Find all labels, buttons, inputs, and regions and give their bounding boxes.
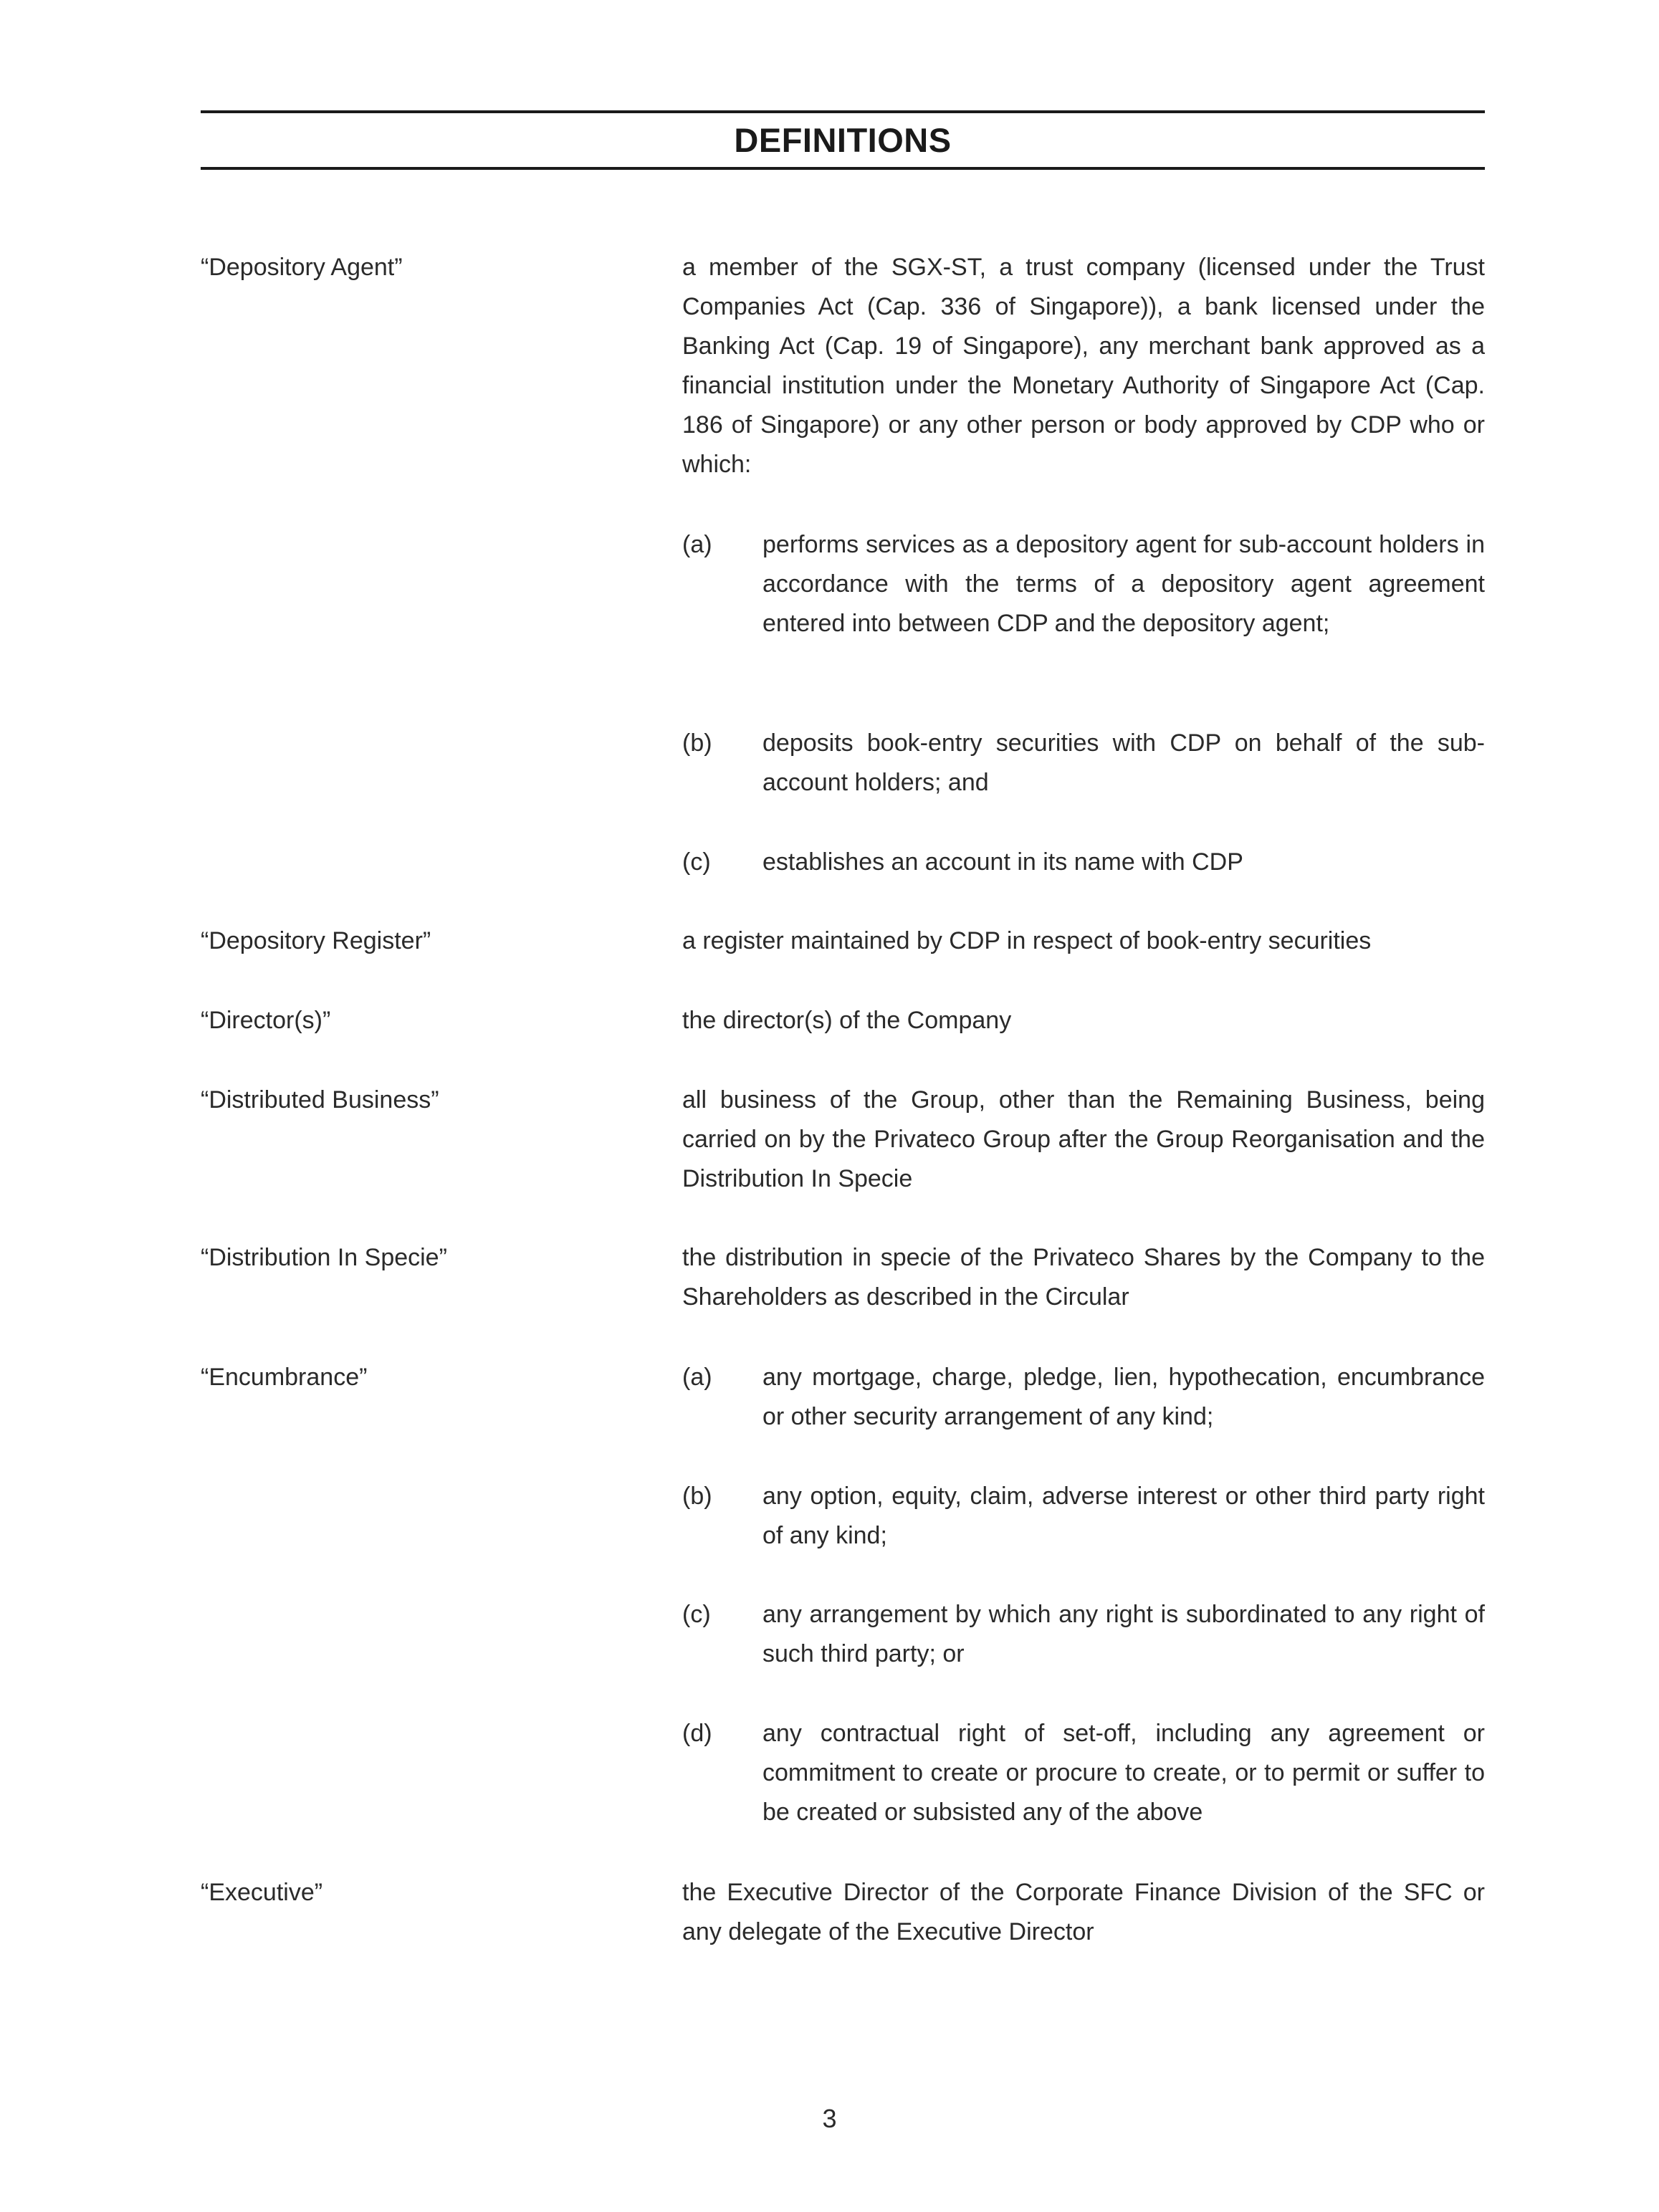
item-label: (d)	[682, 1720, 712, 1747]
item-label: (c)	[682, 1601, 711, 1628]
header-top-rule	[201, 110, 1485, 113]
header-bottom-rule	[201, 167, 1485, 170]
item-label: (b)	[682, 729, 712, 757]
item-label: (a)	[682, 531, 712, 558]
item-text: performs services as a depository agent for sub-account holders in accordance with the terms of a depository agent agreement entered into between CDP and the depository agent;	[762, 531, 1485, 637]
item-text: establishes an account in its name with CDP	[762, 848, 1243, 876]
term-distribution-in-specie: “Distribution In Specie”	[201, 1244, 447, 1271]
item-text: any mortgage, charge, pledge, lien, hypothecation, encumbrance or other security arrangement of any kind;	[762, 1364, 1485, 1430]
definition-distribution-in-specie: the distribution in specie of the Privateco Shares by the Company to the Shareholders as described in the Circular	[682, 1244, 1485, 1311]
item-label: (c)	[682, 848, 711, 876]
item-text: any arrangement by which any right is subordinated to any right of such third party; or	[762, 1601, 1485, 1667]
term-depository-agent: “Depository Agent”	[201, 254, 403, 281]
item-text: deposits book-entry securities with CDP on behalf of the sub-account holders; and	[762, 729, 1485, 796]
item-text: any contractual right of set-off, including any agreement or commitment to create or procure to create, or to permit or suffer to be created or subsisted any of the above	[762, 1720, 1485, 1826]
term-distributed-business: “Distributed Business”	[201, 1086, 439, 1114]
term-depository-register: “Depository Register”	[201, 927, 431, 954]
page-number: 3	[822, 2104, 837, 2133]
term-executive: “Executive”	[201, 1879, 323, 1906]
definition-depository-register: a register maintained by CDP in respect of book-entry securities	[682, 927, 1372, 954]
term-encumbrance: “Encumbrance”	[201, 1364, 368, 1391]
item-label: (a)	[682, 1364, 712, 1391]
term-directors: “Director(s)”	[201, 1007, 331, 1034]
definition-executive: the Executive Director of the Corporate Finance Division of the SFC or any delegate of the Executive Director	[682, 1879, 1485, 1945]
definition-distributed-business: all business of the Group, other than the Remaining Business, being carried on by the Privateco Group after the Group Reorganisation and the Distribution In Specie	[682, 1086, 1485, 1192]
item-text: any option, equity, claim, adverse interest or other third party right of any kind;	[762, 1483, 1485, 1549]
definition-depository-agent: a member of the SGX-ST, a trust company (licensed under the Trust Companies Act (Cap. 336 of Singapore)), a bank licensed under the Banking Act (Cap. 19 of Singapore), any merchant bank approved as a financial institution under the Monetary Authority of Singapore Act (Cap. 186 of Singapore) or any other person or body approved by CDP who or which:	[682, 254, 1485, 478]
definition-directors: the director(s) of the Company	[682, 1007, 1012, 1034]
item-label: (b)	[682, 1483, 712, 1510]
page-title: DEFINITIONS	[734, 121, 952, 159]
